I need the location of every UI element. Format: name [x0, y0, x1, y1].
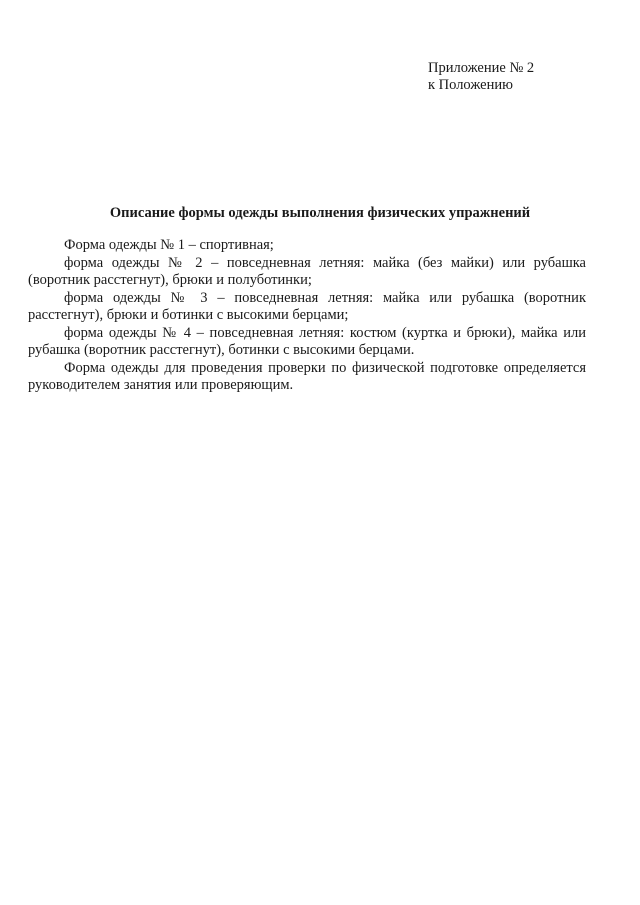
paragraph-uniform-1: Форма одежды № 1 – спортивная;	[64, 237, 274, 253]
paragraph-uniform-3: форма одежды № 3 – повседневная летняя: майка или рубашка (воротник расстегнут), брюки и ботинки с высокими берцами;	[28, 289, 586, 323]
paragraph-uniform-4: форма одежды № 4 – повседневная летняя: костюм (куртка и брюки), майка или рубашка (воротник расстегнут), ботинки с высокими берцами.	[28, 324, 586, 358]
appendix-regulation: к Положению	[428, 77, 513, 93]
paragraph-inspection-uniform: Форма одежды для проведения проверки по физической подготовке определяется руководителем занятия или проверяющим.	[28, 359, 586, 393]
document-title: Описание формы одежды выполнения физических упражнений	[109, 205, 531, 221]
appendix-number: Приложение № 2	[428, 60, 535, 76]
paragraph-uniform-2: форма одежды № 2 – повседневная летняя: майка (без майки) или рубашка (воротник расстегнут), брюки и полуботинки;	[28, 254, 586, 288]
appendix-reference	[428, 60, 534, 94]
document-body	[28, 237, 586, 395]
